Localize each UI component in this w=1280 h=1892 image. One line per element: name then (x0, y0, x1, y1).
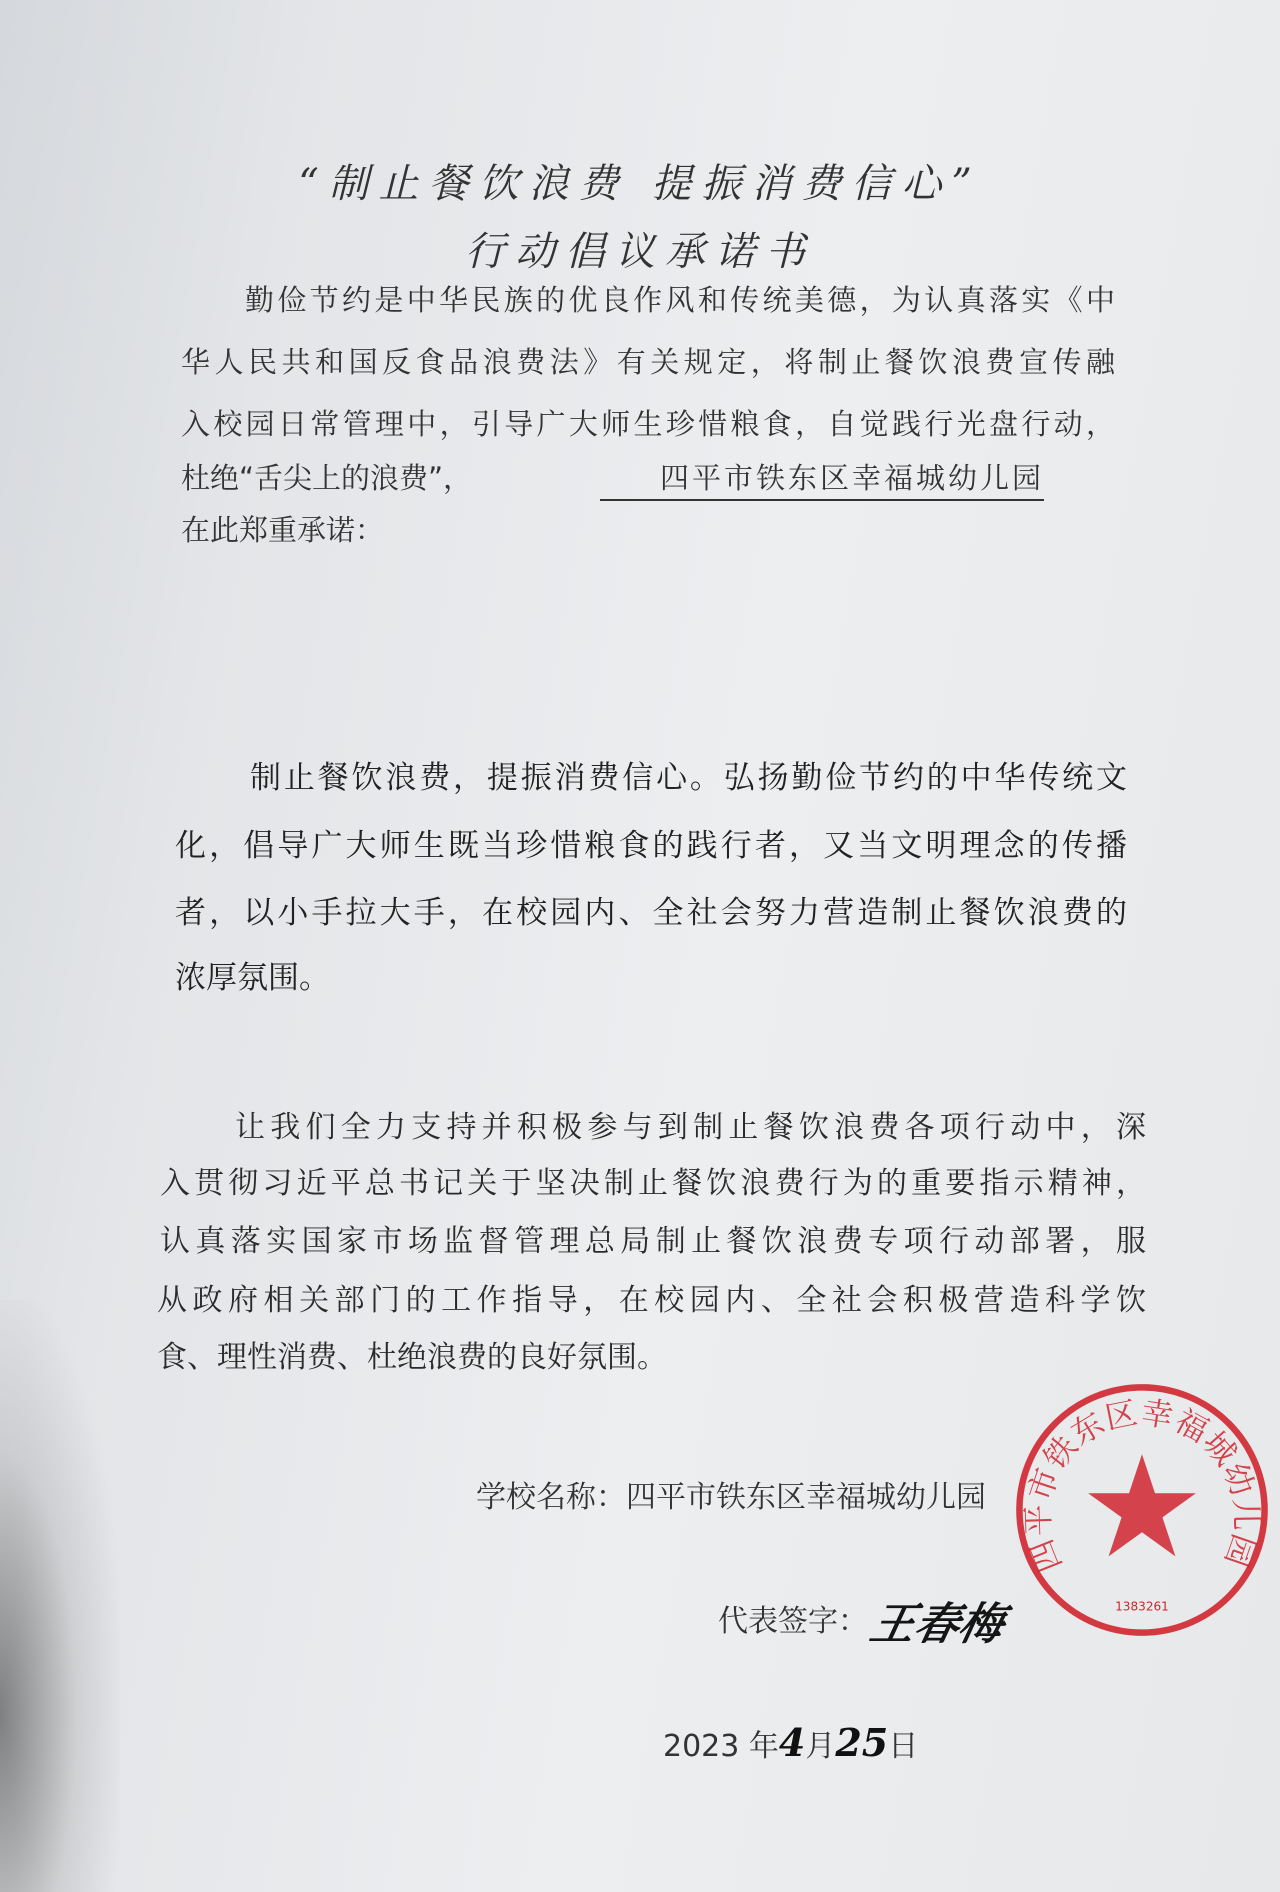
date (663, 1720, 918, 1765)
text-line: 者，以小手拉大手，在校园内、全社会努力营造制止餐饮浪费的 (175, 895, 1127, 931)
text-line: 浓厚氛围。 (175, 960, 330, 996)
document-subtitle: 行动倡议承诺书 (465, 229, 815, 275)
school-fill-in (600, 456, 1044, 501)
school-name-field (476, 1472, 986, 1516)
handwritten-signature: 王春梅 (865, 1599, 1009, 1650)
text-line: 认真落实国家市场监督管理总局制止餐饮浪费专项行动部署，服 (160, 1224, 1146, 1259)
text-line: 华人民共和国反食品浪费法》有关规定，将制止餐饮浪费宣传融 (181, 345, 1115, 379)
text-line: 化，倡导广大师生既当珍惜粮食的践行者，又当文明理念的传播 (175, 828, 1127, 864)
text-line: 让我们全力支持并积极参与到制止餐饮浪费各项行动中，深 (235, 1110, 1146, 1145)
date-month: 4 (778, 1720, 806, 1765)
text-line: 从政府相关部门的工作指导，在校园内、全社会积极营造科学饮 (157, 1283, 1146, 1318)
seal-number: 1383261 (1115, 1599, 1169, 1614)
school-name-value: 四平市铁东区幸福城幼儿园 (626, 1480, 986, 1515)
text-line: 入贯彻习近平总书记关于坚决制止餐饮浪费行为的重要指示精神， (160, 1166, 1146, 1201)
date-day: 25 (835, 1720, 889, 1765)
day-unit: 日 (888, 1729, 919, 1764)
text-line: 勤俭节约是中华民族的优良作风和传统美德，为认真落实《中 (245, 283, 1115, 317)
star-icon (1088, 1454, 1196, 1556)
month-unit: 月 (805, 1729, 836, 1764)
official-seal (1012, 1380, 1272, 1640)
school-fill-text: 四平市铁东区幸福城幼儿园 (600, 456, 1044, 501)
school-name-label: 学校名称： (476, 1480, 626, 1515)
shadow (0, 1300, 120, 1892)
seal-text: 四平市铁东区幸福城幼儿园 (1020, 1394, 1264, 1577)
text-line: 在此郑重承诺： (181, 513, 385, 547)
date-year: 2023 年 (663, 1729, 779, 1764)
text-line: 入校园日常管理中，引导广大师生珍惜粮食，自觉践行光盘行动， (181, 407, 1115, 441)
document-title: “制止餐饮浪费 提振消费信心” (298, 161, 982, 207)
text-line: 制止餐饮浪费，提振消费信心。弘扬勤俭节约的中华传统文 (250, 760, 1127, 796)
text-line: 杜绝“舌尖上的浪费”， (181, 461, 473, 495)
text-line: 食、理性消费、杜绝浪费的良好氛围。 (157, 1340, 667, 1375)
signature-label: 代表签字： (718, 1604, 868, 1639)
